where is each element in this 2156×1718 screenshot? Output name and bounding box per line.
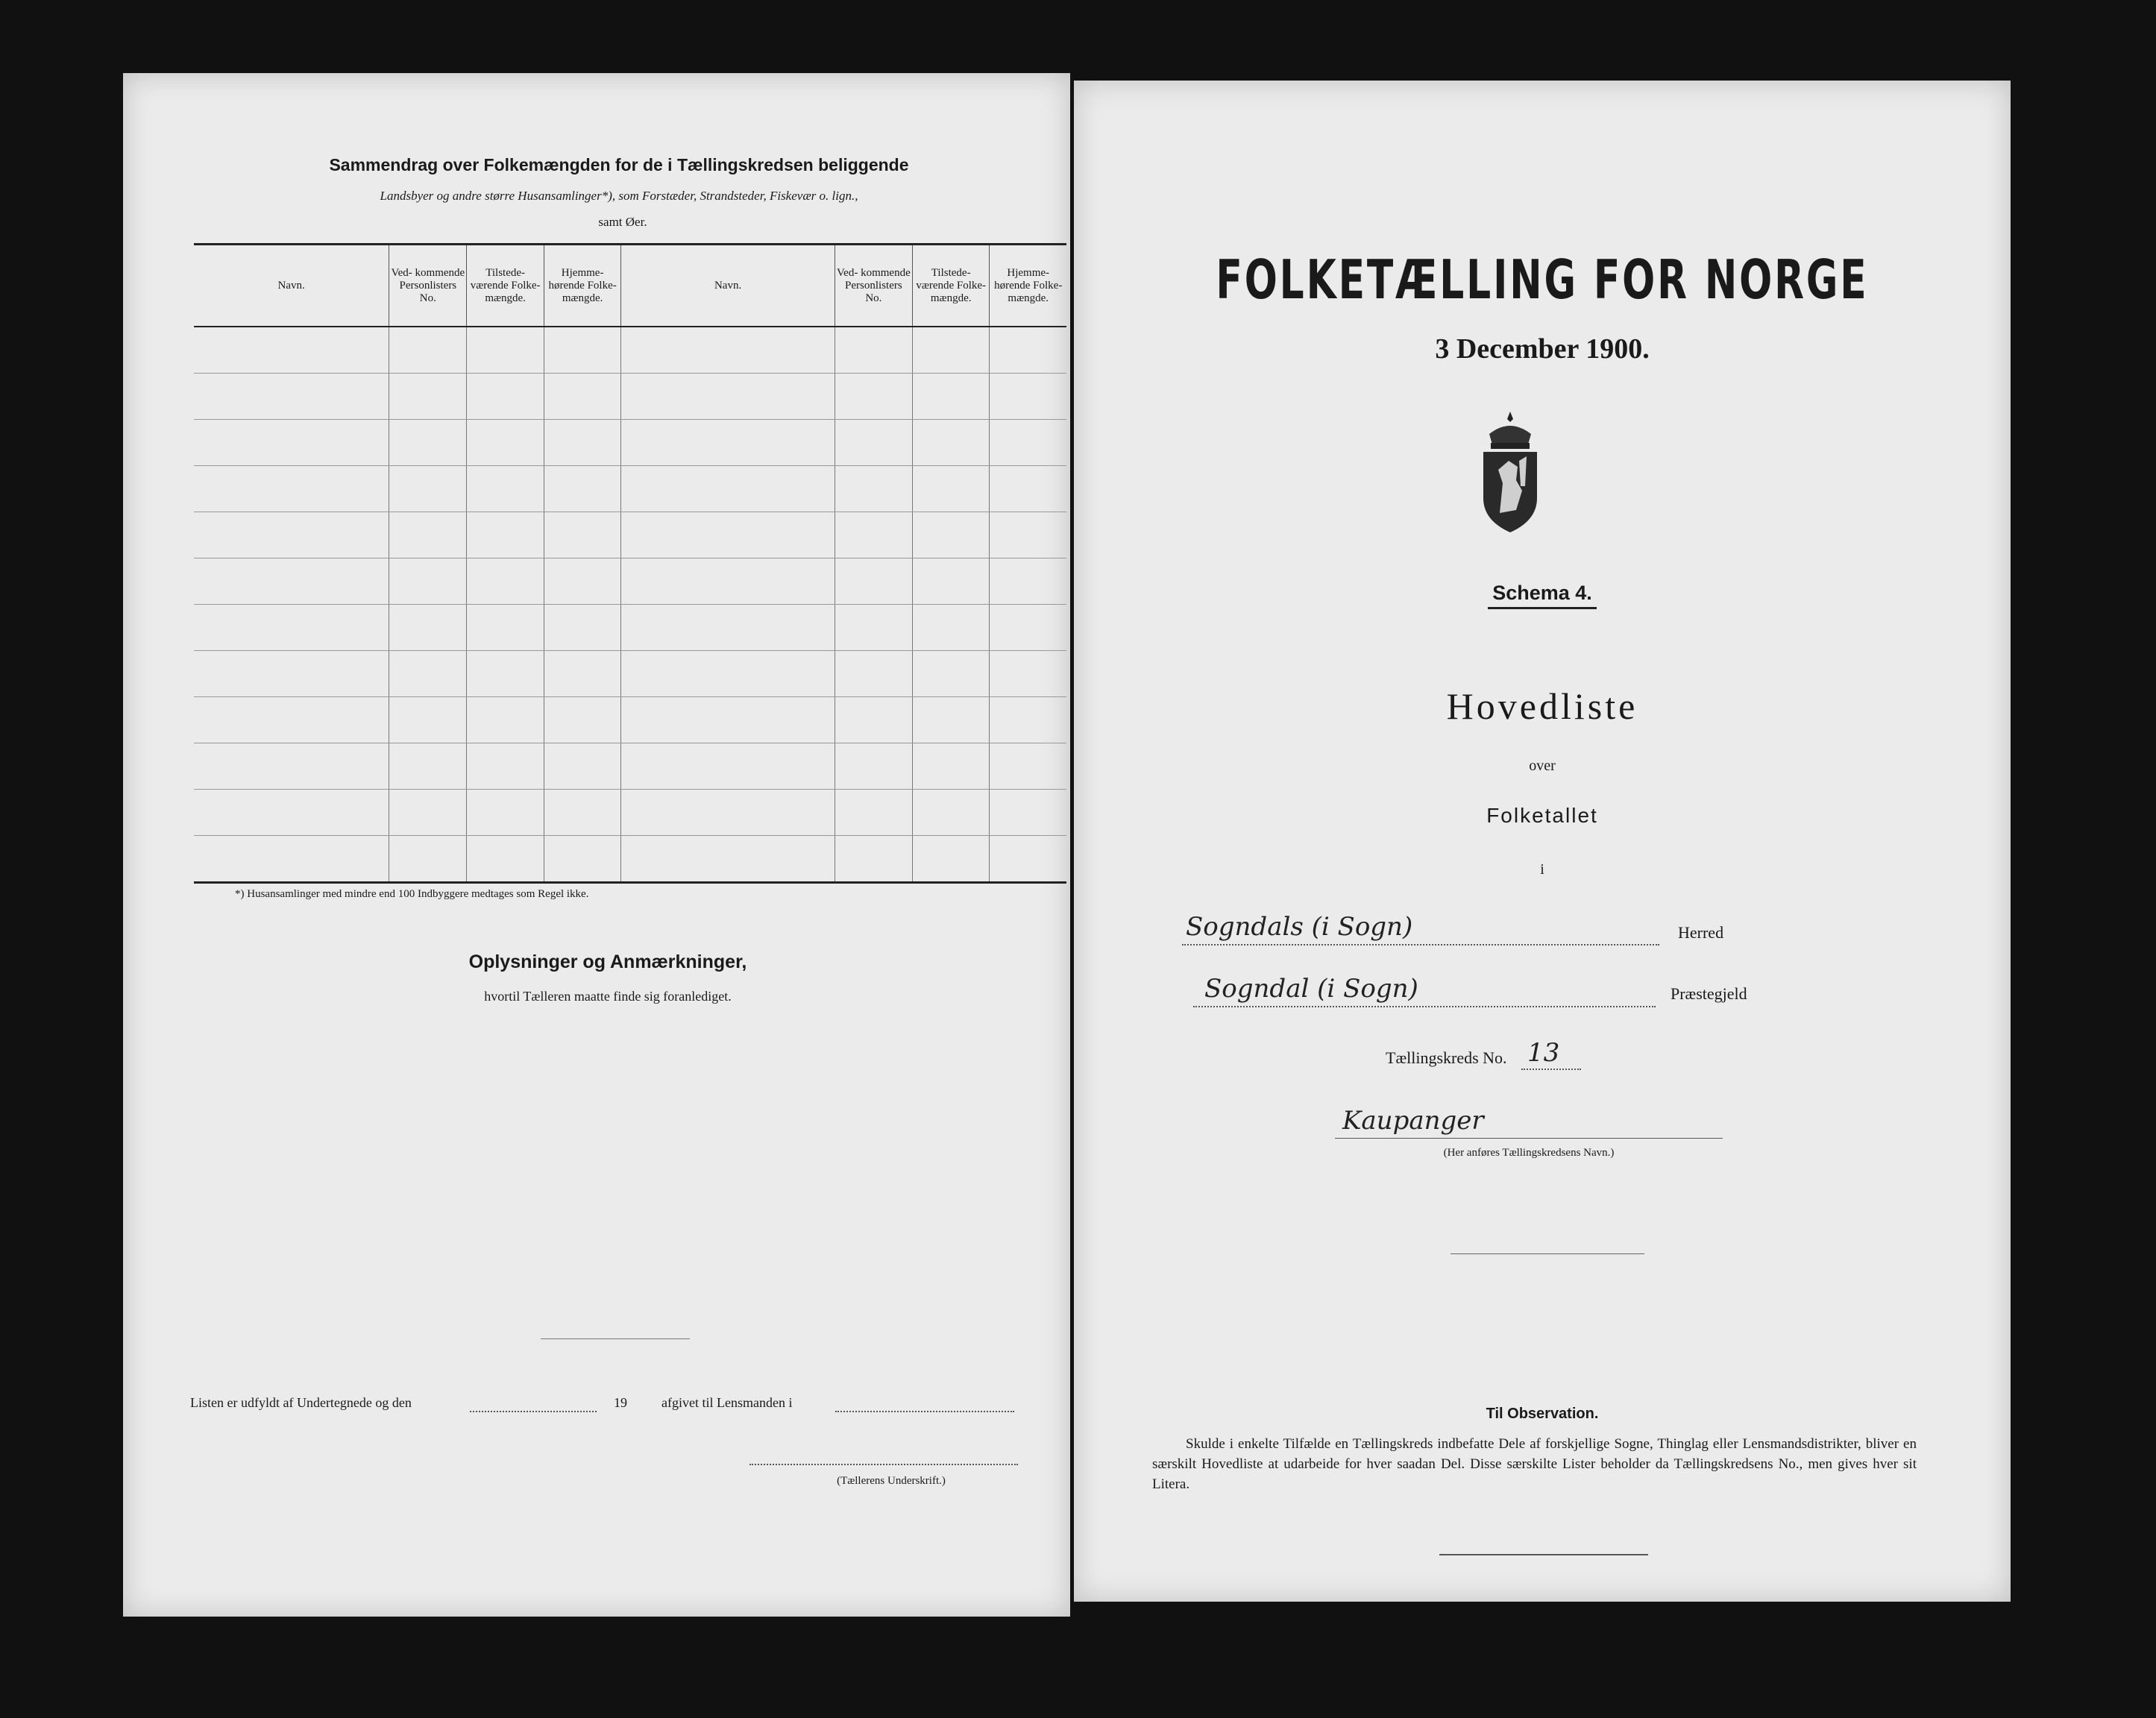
kreds-number[interactable]: 13 <box>1527 1038 1560 1068</box>
herred-label: Herred <box>1678 923 1724 942</box>
table-row <box>194 697 1066 743</box>
kreds-name-caption: (Her anføres Tællingskredsens Navn.) <box>1443 1147 1615 1159</box>
col-header: Hjemme- hørende Folke- mængde. <box>990 245 1066 327</box>
right-page <box>1074 81 2011 1602</box>
date-field[interactable] <box>470 1411 597 1412</box>
document-title: FOLKETÆLLING FOR NORGE <box>1216 248 1869 311</box>
table-row <box>194 605 1066 651</box>
summary-table <box>194 243 1066 884</box>
observation-title: Til Observation. <box>1486 1406 1599 1422</box>
lensmand-field[interactable] <box>835 1411 1014 1412</box>
col-header: Tilstede- værende Folke- mængde. <box>467 245 544 327</box>
herred-value[interactable]: Sogndals (i Sogn) <box>1186 912 1413 942</box>
section-divider <box>1451 1253 1644 1254</box>
table-row <box>194 374 1066 420</box>
table-row <box>194 836 1066 883</box>
col-header: Navn. <box>194 245 389 327</box>
schema-text: Schema 4. <box>1488 582 1597 609</box>
hovedliste-heading: Hovedliste <box>1446 685 1638 727</box>
summary-subtitle-2: samt Øer. <box>598 215 647 229</box>
footnote: *) Husansamlinger med mindre end 100 Indbyggere medtages som Regel ikke. <box>235 888 589 900</box>
col-header: Navn. <box>621 245 835 327</box>
left-page <box>123 73 1070 1617</box>
kreds-label: Tællingskreds No. <box>1386 1048 1507 1067</box>
signoff-text-2: afgivet til Lensmanden i <box>661 1395 793 1410</box>
prestegjeld-line <box>1193 1006 1656 1007</box>
notes-divider <box>541 1338 690 1339</box>
summary-title: Sammendrag over Folkemængden for de i Tællingskredsen beliggende <box>329 155 909 174</box>
census-date: 3 December 1900. <box>1435 333 1650 365</box>
table-row <box>194 743 1066 790</box>
table-header-row <box>194 245 1066 327</box>
table-row <box>194 327 1066 374</box>
prestegjeld-label: Præstegjeld <box>1671 984 1747 1003</box>
notes-title: Oplysninger og Anmærkninger, <box>468 951 747 972</box>
i-text: i <box>1540 861 1544 878</box>
herred-line <box>1182 944 1659 945</box>
table-row <box>194 420 1066 466</box>
col-header: Ved- kommende Personlisters No. <box>389 245 467 327</box>
table-row <box>194 466 1066 512</box>
prestegjeld-value[interactable]: Sogndal (i Sogn) <box>1204 974 1418 1004</box>
over-text: over <box>1529 758 1556 774</box>
kreds-name-line <box>1335 1138 1723 1139</box>
summary-subtitle: Landsbyer og andre større Husansamlinger*), som Forstæder, Strandsteder, Fiskevær o. lign., <box>380 189 858 203</box>
col-header: Tilstede- værende Folke- mængde. <box>912 245 989 327</box>
schema-label <box>1460 582 1624 605</box>
observation-text: Skulde i enkelte Tilfælde en Tællingskreds indbefatte Dele af forskjellige Sogne, Thinglag eller Lensmandsdistrikter, bliver en særskilt Hovedliste at udarbeide for hver saadan Del. Disse særskilte Lister beholder da Tællingskredsens No., men gives hver sit Litera. <box>1152 1436 1917 1492</box>
folketallet-heading: Folketallet <box>1486 804 1598 827</box>
table-row <box>194 558 1066 605</box>
year-prefix: 19 <box>614 1395 627 1410</box>
table-row <box>194 790 1066 836</box>
signature-line[interactable] <box>749 1464 1018 1465</box>
kreds-number-line <box>1521 1069 1581 1070</box>
notes-subtitle: hvortil Tælleren maatte finde sig foranlediget. <box>484 989 732 1004</box>
signature-caption: (Tællerens Underskrift.) <box>837 1475 946 1487</box>
coat-of-arms-icon <box>1473 409 1547 535</box>
table-row <box>194 651 1066 697</box>
col-header: Ved- kommende Personlisters No. <box>835 245 912 327</box>
col-header: Hjemme- hørende Folke- mængde. <box>544 245 621 327</box>
signoff-text: Listen er udfyldt af Undertegnede og den <box>190 1395 412 1410</box>
bottom-divider <box>1439 1554 1648 1555</box>
kreds-name-value[interactable]: Kaupanger <box>1342 1106 1484 1136</box>
table-row <box>194 512 1066 558</box>
